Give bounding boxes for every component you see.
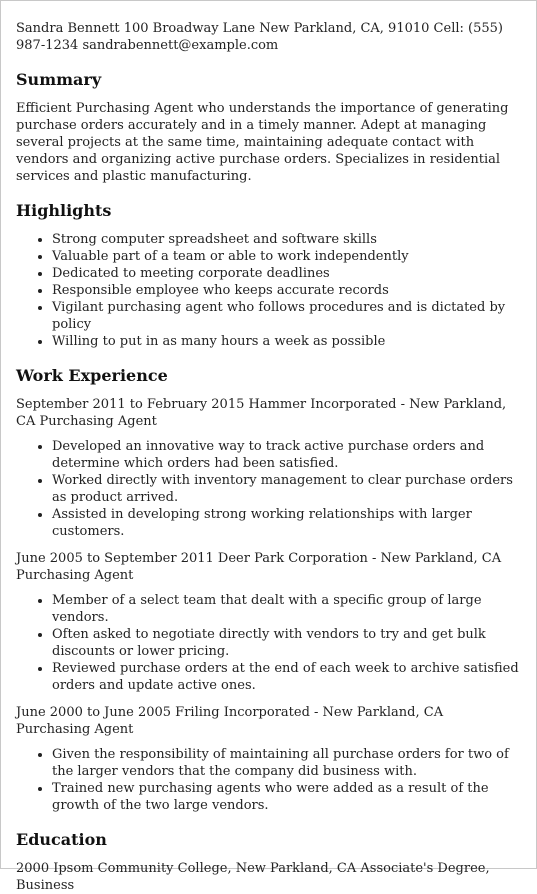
summary-heading: Summary xyxy=(16,70,102,89)
job-bullet: • Member of a select team that dealt with a specific group of large vendors. xyxy=(52,592,520,626)
contact-line xyxy=(16,20,520,54)
job-entry xyxy=(16,396,520,540)
highlight-item: • Responsible employee who keeps accurate records xyxy=(52,282,520,299)
job-bullets xyxy=(16,592,520,694)
highlight-item: • Valuable part of a team or able to work independently xyxy=(52,248,520,265)
experience-heading: Work Experience xyxy=(16,366,168,385)
contact-email: sandrabennett@example.com xyxy=(82,38,279,53)
contact-details: Sandra Bennett 100 Broadway Lane New Parkland, CA, 91010 Cell: (555) 987-1234 xyxy=(16,21,503,53)
job-header: September 2011 to February 2015 Hammer Incorporated - New Parkland, CA Purchasing Agent xyxy=(16,397,507,429)
job-bullet: • Developed an innovative way to track active purchase orders and determine which orders had been satisfied. xyxy=(52,438,520,472)
highlights-heading: Highlights xyxy=(16,201,112,220)
highlight-item: • Strong computer spreadsheet and software skills xyxy=(52,231,520,248)
job-entry xyxy=(16,550,520,694)
job-bullet: • Worked directly with inventory management to clear purchase orders as product arrived. xyxy=(52,472,520,506)
education-heading: Education xyxy=(16,830,107,849)
job-bullets xyxy=(16,746,520,814)
job-header: June 2005 to September 2011 Deer Park Corporation - New Parkland, CA Purchasing Agent xyxy=(16,551,502,583)
job-header: June 2000 to June 2005 Friling Incorporated - New Parkland, CA Purchasing Agent xyxy=(16,705,444,737)
job-bullet: • Often asked to negotiate directly with vendors to try and get bulk discounts or lower pricing. xyxy=(52,626,520,660)
highlights-list xyxy=(16,231,520,350)
summary-text: Efficient Purchasing Agent who understands the importance of generating purchase orders accurately and in a timely manner. Adept at managing several projects at the same time, maintaining adequate contact with vendors and organizing active purchase orders. Specializes in residential services and plastic manufacturing. xyxy=(16,101,509,184)
education-text: 2000 Ipsom Community College, New Parkland, CA Associate's Degree, Business xyxy=(16,861,490,893)
job-bullet: • Reviewed purchase orders at the end of each week to archive satisfied orders and update active ones. xyxy=(52,660,520,694)
job-bullet: • Given the responsibility of maintaining all purchase orders for two of the larger vendors that the company did business with. xyxy=(52,746,520,780)
job-entry xyxy=(16,704,520,814)
highlight-item: • Dedicated to meeting corporate deadlines xyxy=(52,265,520,282)
highlight-item: • Willing to put in as many hours a week as possible xyxy=(52,333,520,350)
job-bullet: • Assisted in developing strong working relationships with larger customers. xyxy=(52,506,520,540)
job-bullet: • Trained new purchasing agents who were added as a result of the growth of the two large vendors. xyxy=(52,780,520,814)
job-bullets xyxy=(16,438,520,540)
highlight-item: • Vigilant purchasing agent who follows procedures and is dictated by policy xyxy=(52,299,520,333)
